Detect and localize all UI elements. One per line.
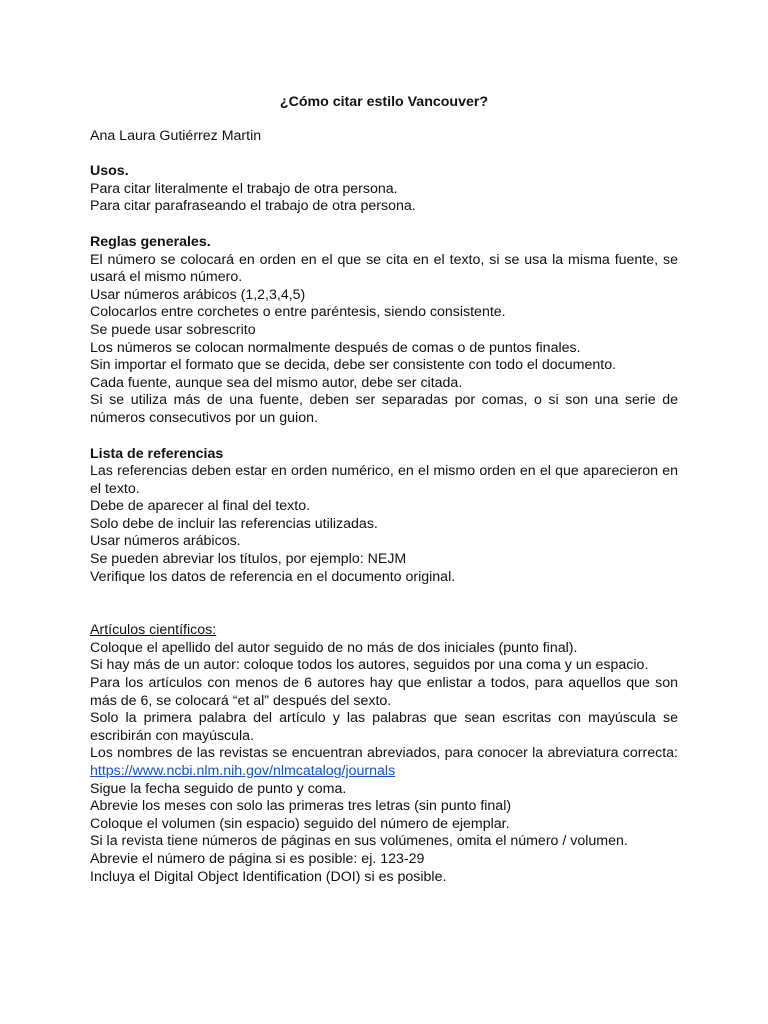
usos-item: Para citar literalmente el trabajo de otra persona. (90, 180, 398, 197)
articulos-link-item (90, 745, 678, 780)
articulos-item: Para los artículos con menos de 6 autores hay que enlistar a todos, para aquellos que son más de 6, se colocará “et al” después del sexto. (90, 675, 678, 709)
document-page (90, 94, 678, 886)
author-name: Ana Laura Gutiérrez Martin (90, 127, 262, 144)
articulos-item: Si hay más de un autor: coloque todos los autores, seguidos por una coma y un espacio. (90, 657, 649, 674)
document-title: ¿Cómo citar estilo Vancouver? (279, 94, 489, 110)
articulos-item: Abrevie los meses con solo las primeras tres letras (sin punto final) (90, 798, 512, 815)
reglas-item: Se puede usar sobrescrito (90, 321, 256, 338)
articulos-link-item-text: Los nombres de las revistas se encuentran abreviados, para conocer la abreviatura correcta: (90, 745, 678, 762)
section-heading-lista: Lista de referencias (90, 445, 224, 462)
reglas-item: Usar números arábicos (1,2,3,4,5) (90, 286, 306, 303)
lista-item: Usar números arábicos. (90, 533, 241, 550)
section-heading-articulos: Artículos científicos: (90, 622, 217, 639)
articulos-item: Incluya el Digital Object Identification (DOI) si es posible. (90, 868, 447, 885)
articulos-item: Sigue la fecha seguido de punto y coma. (90, 780, 347, 797)
reglas-item: Colocarlos entre corchetes o entre paréntesis, siendo consistente. (90, 304, 506, 321)
lista-item: Se pueden abreviar los títulos, por ejemplo: NEJM (90, 551, 407, 568)
articulos-item: Coloque el apellido del autor seguido de no más de dos iniciales (punto final). (90, 639, 578, 656)
reglas-item: El número se colocará en orden en el que se cita en el texto, si se usa la misma fuente, se usará el mismo número. (90, 251, 678, 286)
lista-item: Debe de aparecer al final del texto. (90, 498, 311, 515)
articulos-item: Si la revista tiene números de páginas en sus volúmenes, omita el número / volumen. (90, 833, 628, 850)
lista-item: Solo debe de incluir las referencias utilizadas. (90, 515, 378, 532)
articulos-item: Coloque el volumen (sin espacio) seguido del número de ejemplar. (90, 815, 510, 832)
nlm-catalog-link[interactable]: https://www.ncbi.nlm.nih.gov/nlmcatalog/journals (90, 763, 396, 779)
lista-item: Las referencias deben estar en orden numérico, en el mismo orden en el que aparecieron en el texto. (90, 463, 678, 497)
reglas-item: Los números se colocan normalmente después de comas o de puntos finales. (90, 339, 581, 356)
reglas-item: Cada fuente, aunque sea del mismo autor, debe ser citada. (90, 374, 463, 391)
articulos-item: Abrevie el número de página si es posible: ej. 123-29 (90, 850, 425, 867)
section-heading-usos: Usos. (90, 163, 129, 180)
reglas-item: Sin importar el formato que se decida, debe ser consistente con todo el documento. (90, 357, 617, 374)
articulos-item: Solo la primera palabra del artículo y las palabras que sean escritas con mayúscula se escribirán con mayúscula. (90, 710, 678, 744)
reglas-item: Si se utiliza más de una fuente, deben ser separadas por comas, o si son una serie de números consecutivos por un guion. (90, 392, 678, 426)
lista-item: Verifique los datos de referencia en el documento original. (90, 568, 456, 585)
section-heading-reglas: Reglas generales. (90, 233, 211, 250)
usos-item: Para citar parafraseando el trabajo de otra persona. (90, 198, 416, 215)
